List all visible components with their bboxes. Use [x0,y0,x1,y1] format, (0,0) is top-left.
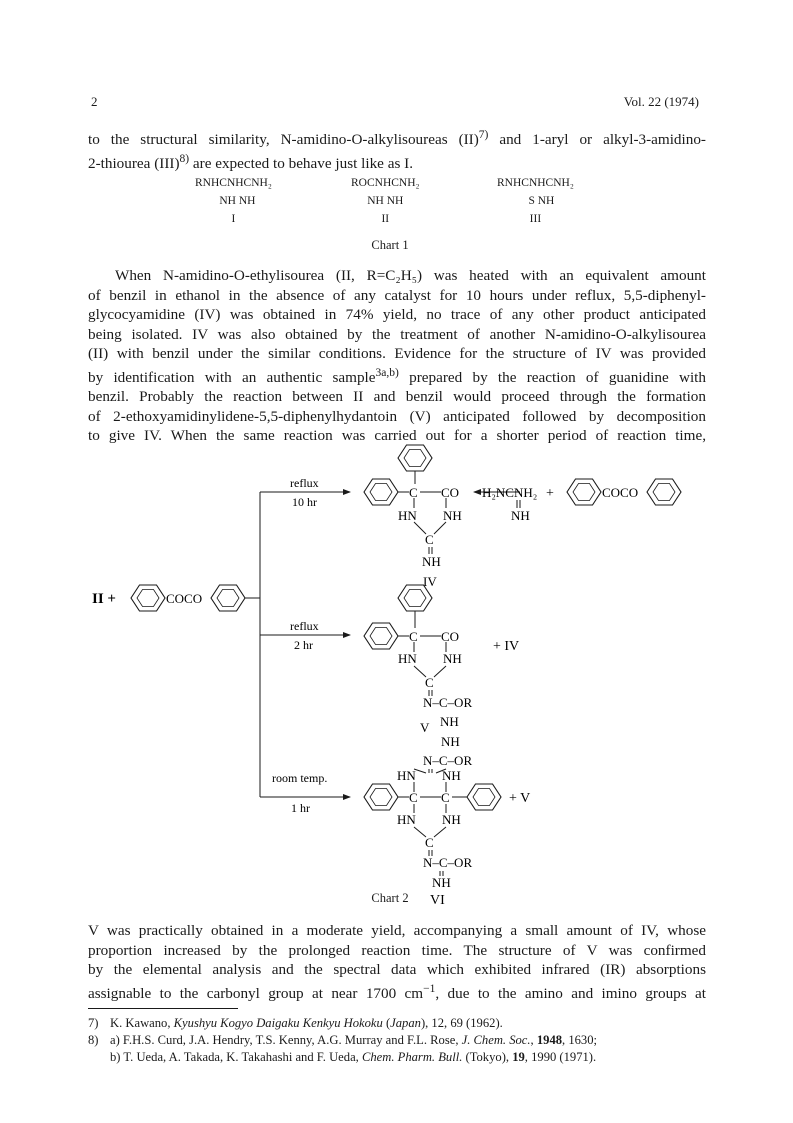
svg-text:NH: NH [422,554,441,569]
svg-text:HN: HN [398,508,417,523]
svg-text:C: C [441,790,450,805]
svg-text:C: C [425,835,434,850]
benzene-ring-icon [567,479,601,505]
byproduct-guanidine: H₂NCNH₂ [482,485,538,500]
svg-text:HN: HN [397,812,416,827]
svg-text:NH: NH [442,768,461,783]
svg-text:N–C–OR: N–C–OR [423,855,473,870]
svg-text:NH: NH [443,651,462,666]
page-number: 2 [91,94,98,109]
svg-text:C: C [425,532,434,547]
label-VI: VI [430,893,445,908]
paragraph-reaction: When N-amidino-O-ethylisourea (II, R=C₂H₅) was heated with an equivalent amount of benzil in ethanol in the absence of any catalyst for 10 hours under reflux, 5,5-diphenyl- glycocyamidine (IV) was obtained in 74% yield, no trace of any other product anticipated being isolated. IV was also obtained by the treatment of another N-amidino-O-alkylisourea (II) with benzil under the similar conditions. Evidence for the structure of IV was provided by identification with an authentic sample$^{3a,b)}$ prepared by the reaction of guanidine with benzil. Probably the reaction between II and benzil would proceed through the formation of 2-ethoxyamidinylidene-5,5-diphenylhydantoin (V) anticipated followed by decomposition to give IV. When the same reaction was carried out for a shorter period of reaction time, [88,267,706,445]
svg-text:NH: NH [440,714,459,729]
cond-3-top: room temp. [272,771,328,785]
footnote-8a: 8) a) F.H.S. Curd, J.A. Hendry, T.S. Kenny, A.G. Murray and F.L. Rose, J. Chem. Soc., 1948, 1630; [88,1033,598,1047]
benzene-ring-icon [647,479,681,505]
svg-text:NH: NH [442,812,461,827]
cond-1-top: reflux [290,476,319,490]
cond-2-top: reflux [290,619,319,633]
plus-sign: + [546,486,554,501]
footnote-7: 7) K. Kawano, Kyushyu Kogyo Daigaku Kenkyu Hokoku (Japan), 12, 69 (1962). [88,1016,503,1030]
benzil-coco: COCO [602,485,639,500]
byproduct-imine: NH [511,508,530,523]
plus-IV: + IV [493,639,520,654]
svg-text:C: C [409,485,418,500]
label-IV: IV [423,574,437,589]
svg-text:N–C–OR: N–C–OR [423,695,473,710]
svg-text:CO: CO [441,485,460,500]
footnote-divider [88,1008,238,1009]
footnote-8b: b) T. Ueda, A. Takada, K. Takahashi and F. Ueda, Chem. Pharm. Bull. (Tokyo), 19, 1990 (1971). [110,1050,597,1064]
reactant-coco: COCO [166,591,203,606]
svg-text:HN: HN [397,768,416,783]
benzene-ring-icon [211,585,245,611]
structure-I: RNHCNHCNH₂ NH NH I [195,177,272,225]
paragraph-structure: V was practically obtained in a moderate yield, accompanying a small amount of IV, whose proportion increased by the prolonged reaction time. The structure of V was confirmed by the elemental analysis and the spectral data which exhibited infrared (IR) absorptions assignable to the carbonyl group at near 1700 $cm^{-1}$, due to the amino and imino groups at [88,922,706,1002]
label-V: V [420,720,430,735]
svg-text:NH: NH [432,875,451,890]
product-VI [364,734,501,908]
product-IV [364,445,462,589]
chart-1-caption: Chart 1 [371,238,409,252]
svg-text:N–C–OR: N–C–OR [423,753,473,768]
paragraph-intro: to the structural similarity, N-amidino-O-alkylisoureas (II)$^{7)}$ and 1-aryl or alkyl-3-amidino- 2-thiourea (III)$^{8)}$ are expected to behave just like as I. [88,129,706,172]
reactant-II: II + [92,591,116,607]
cond-1-bottom: 10 hr [292,495,317,509]
plus-V: + V [509,791,531,806]
svg-text:C: C [409,790,418,805]
svg-text:NH: NH [441,734,460,749]
svg-text:C: C [409,629,418,644]
svg-text:HN: HN [398,651,417,666]
benzene-ring-icon [131,585,165,611]
structure-III: RNHCNHCNH₂ S NH III [497,177,574,225]
svg-text:C: C [425,675,434,690]
chart-2-scheme [0,440,793,910]
svg-text:NH: NH [443,508,462,523]
structure-II: ROCNHCNH₂ NH NH II [351,177,420,225]
journal-volume: Vol. 22 (1974) [623,94,699,109]
chart-2-caption: Chart 2 [371,891,409,905]
product-V [364,585,472,735]
cond-3-bottom: 1 hr [291,801,310,815]
cond-2-bottom: 2 hr [294,638,313,652]
svg-text:CO: CO [441,629,460,644]
